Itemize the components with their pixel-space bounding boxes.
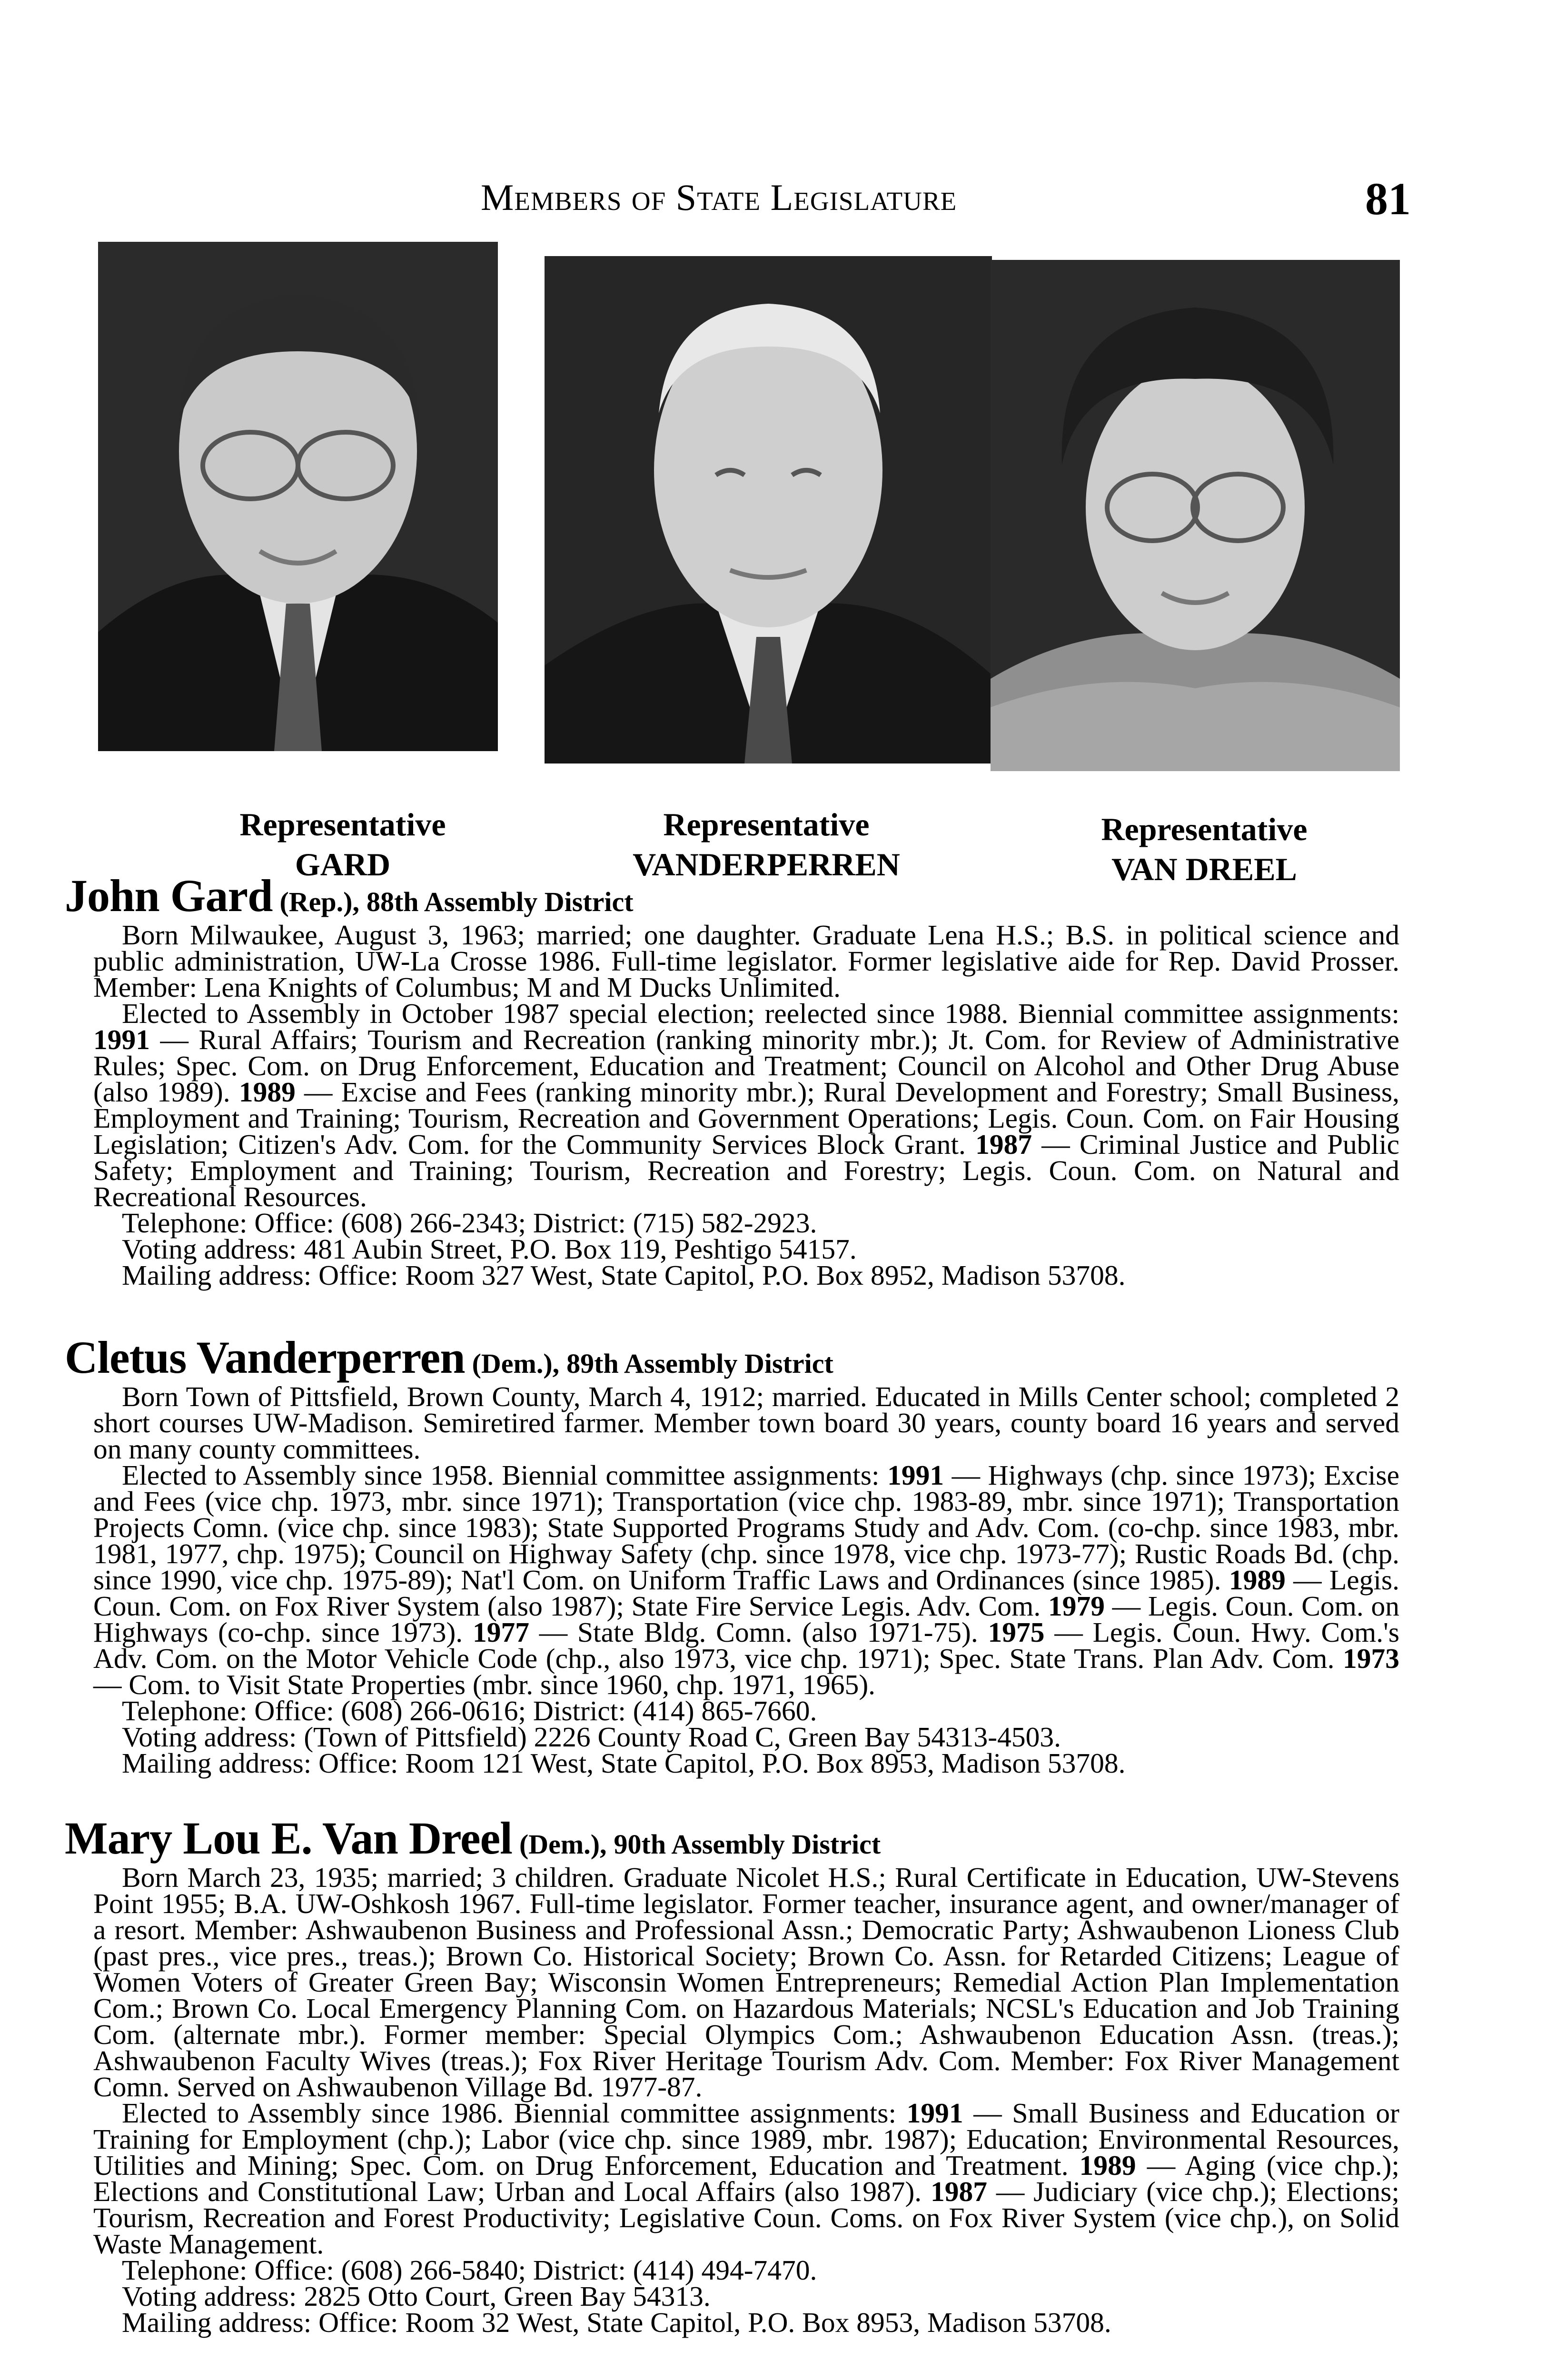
service-text: — Legis. Coun. Com. on Fox River System (also 1987); State Fire Service Legis. Adv. Com.	[93, 1564, 1399, 1622]
service-text: Elected to Assembly in October 1987 special election; reelected since 1988. Biennial committee assignments:	[122, 998, 1399, 1029]
service-year: 1991	[887, 1459, 944, 1491]
service-text: Elected to Assembly since 1986. Biennial committee assignments:	[122, 2097, 907, 2129]
running-title: Members of State Legislature	[481, 177, 957, 218]
member-telephone: Telephone: Office: (608) 266-0616; District: (414) 865-7660.	[122, 1695, 817, 1726]
service-year: 1987	[975, 1129, 1032, 1160]
service-year: 1989	[1079, 2150, 1136, 2181]
member-mailing-address: Mailing address: Office: Room 327 West, State Capitol, P.O. Box 8952, Madison 53708.	[122, 1259, 1126, 1291]
member-bio-van-dreel	[65, 1813, 1399, 2338]
caption-rank: Representative	[239, 806, 446, 843]
service-text: — Legis. Coun. Com. on Highways (co-chp. since 1973).	[93, 1590, 1399, 1648]
member-heading	[65, 1332, 1399, 1383]
service-year: 1975	[988, 1616, 1045, 1648]
caption-surname: VAN DREEL	[1111, 851, 1297, 887]
member-party: (Rep.),	[279, 886, 359, 917]
portrait-vanderperren	[545, 256, 992, 764]
member-service	[93, 1459, 1400, 1700]
member-name: Mary Lou E. Van Dreel	[65, 1813, 512, 1864]
member-name: John Gard	[65, 870, 273, 921]
member-mailing-address: Mailing address: Office: Room 121 West, State Capitol, P.O. Box 8953, Madison 53708.	[122, 1747, 1126, 1779]
member-name: Cletus Vanderperren	[65, 1332, 465, 1383]
member-party: (Dem.),	[519, 1829, 607, 1860]
service-year: 1989	[238, 1076, 296, 1108]
service-year: 1987	[931, 2176, 988, 2207]
member-mailing-address: Mailing address: Office: Room 32 West, State Capitol, P.O. Box 8953, Madison 53708.	[122, 2307, 1111, 2338]
member-service	[93, 998, 1400, 1212]
service-text: — State Bldg. Comn. (also 1971-75).	[529, 1616, 988, 1648]
member-district: 89th Assembly District	[566, 1348, 833, 1379]
member-service	[93, 2097, 1399, 2260]
service-year: 1973	[1343, 1643, 1399, 1674]
page-number: 81	[1365, 173, 1411, 224]
member-party: (Dem.),	[472, 1348, 560, 1379]
member-district: 90th Assembly District	[614, 1829, 881, 1860]
member-telephone: Telephone: Office: (608) 266-2343; District: (715) 582-2923.	[122, 1207, 817, 1239]
service-year: 1989	[1229, 1564, 1286, 1596]
caption-van-dreel	[1052, 809, 1357, 889]
service-year: 1991	[906, 2097, 963, 2129]
service-year: 1991	[93, 1024, 150, 1055]
member-voting-address: Voting address: 2825 Otto Court, Green Bay 54313.	[122, 2281, 711, 2312]
caption-rank: Representative	[1101, 811, 1308, 847]
member-district: 88th Assembly District	[366, 886, 634, 917]
service-text: — Rural Affairs; Tourism and Recreation (ranking minority mbr.); Jt. Com. for Review of Administrative Rules; Spec. Com. on Drug Enforcement, Education and Treatment; Council on Alcohol and Other Drug Abuse (also 1989).	[93, 1024, 1399, 1108]
member-telephone: Telephone: Office: (608) 266-5840; District: (414) 494-7470.	[122, 2254, 817, 2286]
member-background: Born Milwaukee, August 3, 1963; married; one daughter. Graduate Lena H.S.; B.S. in political science and public administration, UW-La Crosse 1986. Full-time legislator. Former legislative aide for Rep. David Prosser. Member: Lena Knights of Columbus; M and M Ducks Unlimited.	[93, 919, 1399, 1003]
service-text: — Com. to Visit State Properties (mbr. since 1960, chp. 1971, 1965).	[93, 1669, 876, 1700]
caption-rank: Representative	[663, 806, 870, 843]
member-voting-address: Voting address: (Town of Pittsfield) 2226 County Road C, Green Bay 54313-4503.	[122, 1721, 1061, 1753]
caption-surname: VANDERPERREN	[633, 846, 900, 883]
service-text: Elected to Assembly since 1958. Biennial committee assignments:	[122, 1459, 888, 1491]
member-background: Born Town of Pittsfield, Brown County, March 4, 1912; married. Educated in Mills Center school; completed 2 short courses UW-Madison. Semiretired farmer. Member town board 30 years, county board 16 years and served on many county committees.	[93, 1381, 1399, 1465]
service-year: 1979	[1048, 1590, 1105, 1622]
member-heading	[65, 870, 1399, 921]
service-year: 1977	[472, 1616, 529, 1648]
member-bio-gard	[65, 870, 1400, 1291]
caption-surname: GARD	[295, 846, 391, 883]
portrait-van-dreel	[991, 260, 1400, 771]
service-text: — Judiciary (vice chp.); Elections; Tourism, Recreation and Forest Productivity; Legislative Coun. Coms. on Fox River System (vice chp.), on Solid Waste Management.	[93, 2176, 1399, 2260]
service-text: — Legis. Coun. Hwy. Com.'s Adv. Com. on the Motor Vehicle Code (chp., also 1973, vice chp. 1971); Spec. State Trans. Plan Adv. Com.	[93, 1616, 1400, 1674]
portrait-gard	[98, 242, 498, 751]
member-voting-address: Voting address: 481 Aubin Street, P.O. Box 119, Peshtigo 54157.	[122, 1233, 857, 1265]
service-text: — Criminal Justice and Public Safety; Employment and Training; Tourism, Recreation and Forestry; Legis. Coun. Com. on Natural and Recreational Resources.	[93, 1129, 1400, 1212]
service-text: — Excise and Fees (ranking minority mbr.); Rural Development and Forestry; Small Business, Employment and Training; Tourism, Recreation and Government Operations; Legis. Coun. Com. on Fair Housing Legislation; Citizen's Adv. Com. for the Community Services Block Grant.	[93, 1076, 1399, 1160]
caption-vanderperren	[576, 804, 957, 884]
member-background: Born March 23, 1935; married; 3 children. Graduate Nicolet H.S.; Rural Certificate in Education, UW-Stevens Point 1955; B.A. UW-Oshkosh 1967. Full-time legislator. Former teacher, insurance agent, and owner/manager of a resort. Member: Ashwaubenon Business and Professional Assn.; Democratic Party; Ashwaubenon Lioness Club (past pres., vice pres., treas.); Brown Co. Historical Society; Brown Co. Assn. for Retarded Citizens; League of Women Voters of Greater Green Bay; Wisconsin Women Entrepreneurs; Remedial Action Plan Implementation Com.; Brown Co. Local Emergency Planning Com. on Hazardous Materials; NCSL's Education and Job Training Com. (alternate mbr.). Former member: Special Olympics Com.; Ashwaubenon Education Assn. (treas.); Ashwaubenon Faculty Wives (treas.); Fox River Heritage Tourism Adv. Com. Member: Fox River Management Comn. Served on Ashwaubenon Village Bd. 1977-87.	[93, 1862, 1399, 2102]
service-text: — Highways (chp. since 1973); Excise and Fees (vice chp. 1973, mbr. since 1971); Transportation (vice chp. 1983-89, mbr. since 1971); Transportation Projects Comn. (vice chp. since 1983); State Supported Programs Study and Adv. Com. (co-chp. since 1983, mbr. 1981, 1977, chp. 1975); Council on Highway Safety (chp. since 1978, vice chp. 1973-77); Rustic Roads Bd. (chp. since 1990, vice chp. 1975-89); Nat'l Com. on Uniform Traffic Laws and Ordinances (since 1985).	[93, 1459, 1399, 1596]
service-text: — Aging (vice chp.); Elections and Constitutional Law; Urban and Local Affairs (also 1987).	[93, 2150, 1399, 2207]
member-bio-vanderperren	[65, 1332, 1400, 1779]
member-heading	[65, 1813, 1399, 1864]
service-text: — Small Business and Education or Training for Employment (chp.); Labor (vice chp. since 1989, mbr. 1987); Education; Environmental Resources, Utilities and Mining; Spec. Com. on Drug Enforcement, Education and Treatment.	[93, 2097, 1399, 2181]
page-header	[0, 173, 1546, 228]
